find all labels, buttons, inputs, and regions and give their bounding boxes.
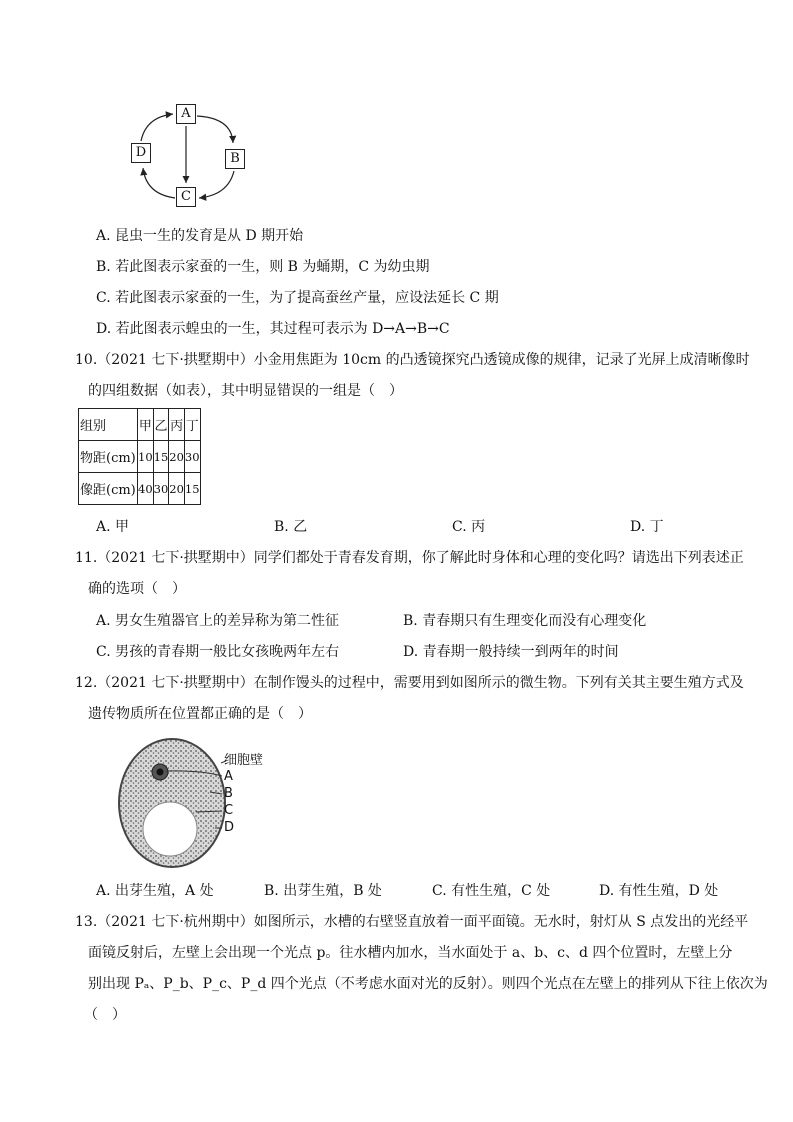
q13-stem-line2: 面镜反射后，左壁上会出现一个光点 p。往水槽内加水，当水面处于 a、b、c、d 四个位置时，左壁上分 [88, 945, 733, 961]
table-cell: 30 [153, 473, 169, 505]
vacuole [143, 802, 197, 856]
q12-stem-line1: 12.（2021 七下·拱墅期中）在制作馒头的过程中，需要用到如图所示的微生物。下列有关其主要生殖方式及 [75, 675, 744, 691]
label-cell-wall: 细胞壁 [224, 753, 264, 768]
q9-option-b: B. 若此图表示家蚕的一生，则 B 为蛹期，C 为幼虫期 [96, 259, 430, 275]
q10-stem-line1: 10.（2021 七下·拱墅期中）小金用焦距为 10cm 的凸透镜探究凸透镜成像的规律，记录了光屏上成清晰像时 [75, 352, 750, 368]
q10-option-c: C. 丙 [452, 519, 486, 535]
label-b: B [224, 786, 233, 801]
stage-box-c: C [176, 187, 196, 207]
label-a: A [224, 769, 233, 784]
stage-box-b: B [225, 149, 245, 169]
q9-option-a: A. 昆虫一生的发育是从 D 期开始 [96, 228, 304, 244]
q9-option-c: C. 若此图表示家蚕的一生，为了提高蚕丝产量，应设法延长 C 期 [96, 290, 499, 306]
table-cell: 20 [169, 473, 185, 505]
table-header-cell: 甲 [138, 409, 154, 441]
table-cell: 20 [169, 441, 185, 473]
q12-option-b: B. 出芽生殖，B 处 [264, 883, 382, 899]
q13-stem-line4: （ ） [84, 1007, 126, 1023]
q10-option-d: D. 丁 [630, 519, 664, 535]
q11-option-c: C. 男孩的青春期一般比女孩晚两年左右 [96, 644, 340, 660]
table-cell: 像距(cm) [79, 473, 138, 505]
q10-stem-line2: 的四组数据（如表），其中明显错误的一组是（ ） [88, 383, 403, 399]
table-cell: 10 [138, 441, 154, 473]
q11-option-d: D. 青春期一般持续一到两年的时间 [403, 644, 619, 660]
table-header-cell: 丁 [184, 409, 200, 441]
q11-option-b: B. 青春期只有生理变化而没有心理变化 [403, 613, 647, 629]
table-cell: 15 [153, 441, 169, 473]
table-cell: 物距(cm) [79, 441, 138, 473]
q11-stem-line2: 确的选项（ ） [88, 581, 186, 597]
table-header-cell: 丙 [169, 409, 185, 441]
q10-option-a: A. 甲 [96, 519, 130, 535]
stage-box-d: D [131, 143, 151, 163]
label-c: C [224, 803, 234, 818]
table-cell: 40 [138, 473, 154, 505]
q11-option-a: A. 男女生殖器官上的差异称为第二性征 [96, 613, 340, 629]
q12-option-d: D. 有性生殖，D 处 [599, 883, 719, 899]
table-cell: 30 [184, 441, 200, 473]
stage-box-a: A [176, 104, 196, 124]
label-d: D [224, 820, 235, 835]
q9-option-d: D. 若此图表示蝗虫的一生，其过程可表示为 D→A→B→C [96, 321, 450, 337]
q13-stem-line1: 13.（2021 七下·杭州期中）如图所示，水槽的右壁竖直放着一面平面镜。无水时，射灯从 S 点发出的光经平 [75, 914, 749, 930]
q10-option-b: B. 乙 [274, 519, 308, 535]
table-header-cell: 组别 [79, 409, 138, 441]
table-header-cell: 乙 [153, 409, 169, 441]
q13-stem-line3: 别出现 Pₐ、P_b、P_c、P_d 四个光点（不考虑水面对光的反射）。则四个光点在左壁上的排列从下往上依次为 [88, 976, 768, 992]
q11-stem-line1: 11.（2021 七下·拱墅期中）同学们都处于青春发育期，你了解此时身体和心理的变化吗？请选出下列表述正 [75, 550, 744, 566]
q12-option-c: C. 有性生殖，C 处 [432, 883, 551, 899]
q12-option-a: A. 出芽生殖，A 处 [96, 883, 214, 899]
q12-stem-line2: 遗传物质所在位置都正确的是（ ） [88, 706, 312, 722]
table-cell: 15 [184, 473, 200, 505]
